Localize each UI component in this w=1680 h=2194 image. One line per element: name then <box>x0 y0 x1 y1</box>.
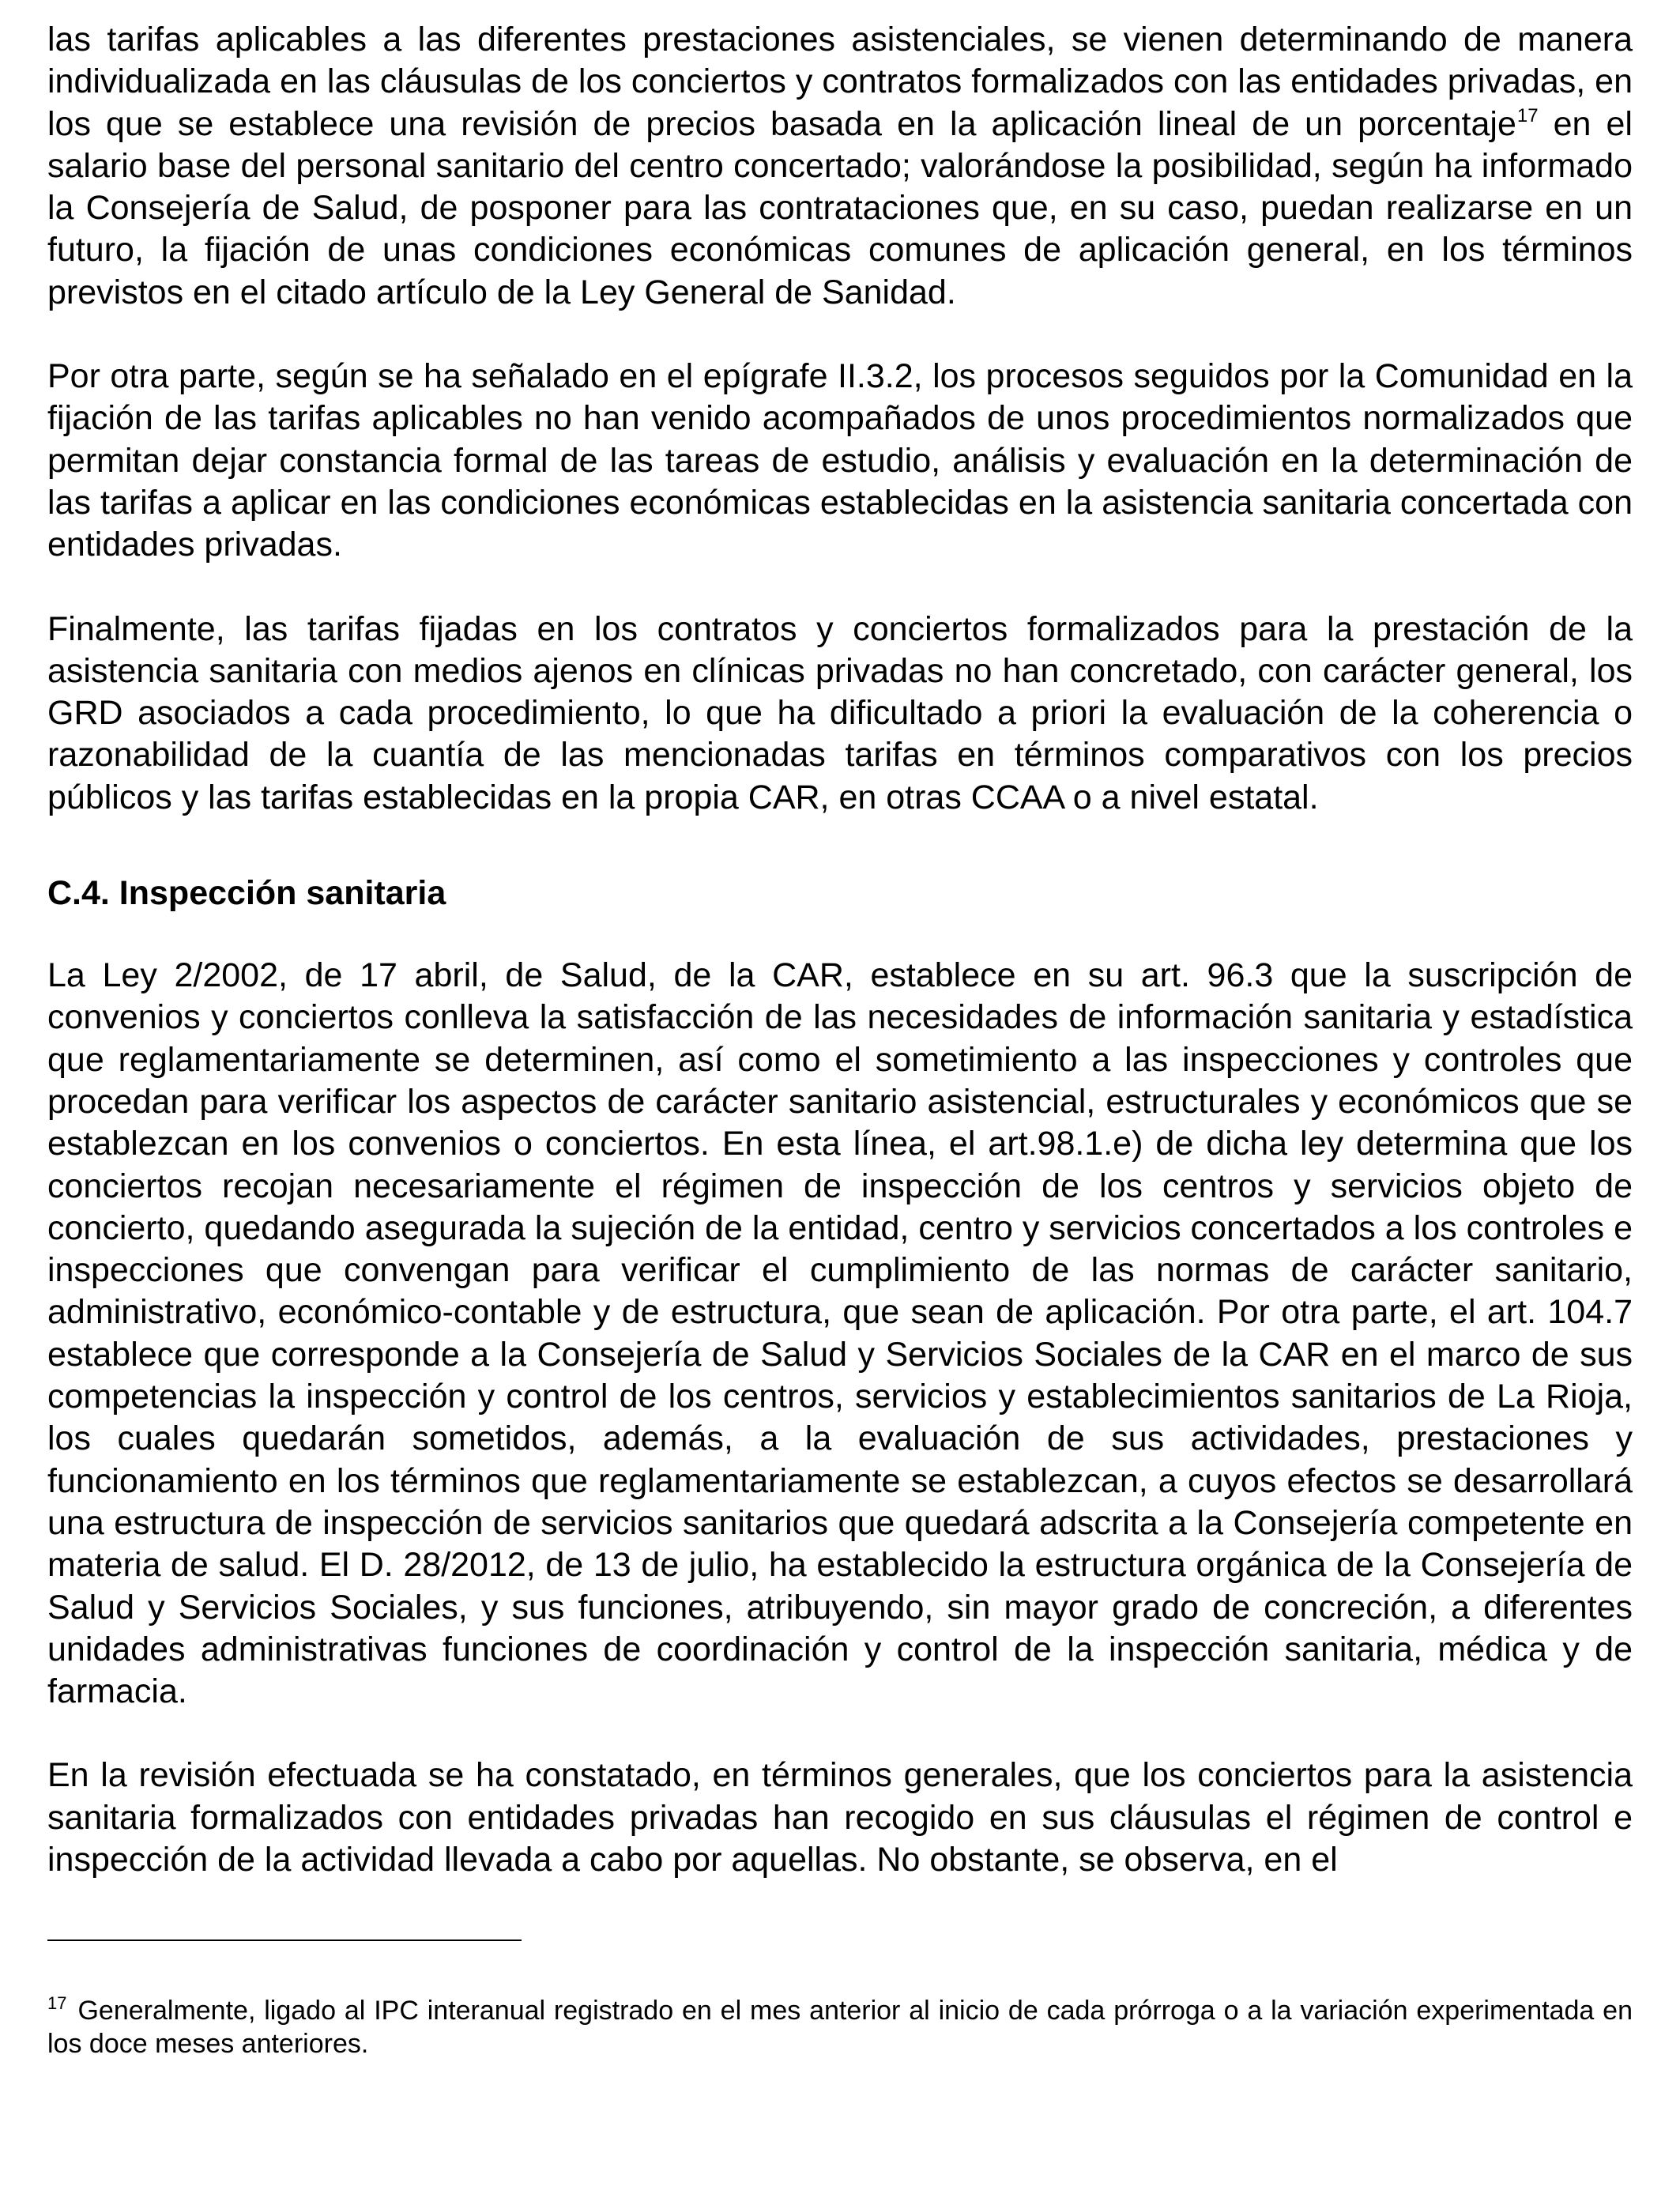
footnote-17 <box>47 1994 1633 2060</box>
footnote-separator <box>47 1940 522 1941</box>
paragraph-tarifas-clausulas <box>47 19 1633 314</box>
paragraph-tarifas-grd: Finalmente, las tarifas fijadas en los contratos y conciertos formalizados para la prestación de la asistencia sanitaria con medios ajenos en clínicas privadas no han concretado, con carácter general, los GRD asociados a cada procedimiento, lo que ha dificultado a priori la evaluación de la coherencia o razonabilidad de la cuantía de las mencionadas tarifas en términos comparativos con los precios públicos y las tarifas establecidas en la propia CAR, en otras CCAA o a nivel estatal. <box>47 609 1633 816</box>
paragraph-1-text-before-ref: las tarifas aplicables a las diferentes prestaciones asistenciales, se vienen determinando de manera individualizada en las cláusulas de los conciertos y contratos formalizados con las entidades privadas, en los que se establece una revisión de precios basada en la aplicación lineal de un porcentaje <box>47 21 1633 143</box>
paragraph-ley-salud-car: La Ley 2/2002, de 17 abril, de Salud, de la CAR, establece en su art. 96.3 que la suscripción de convenios y conciertos conlleva la satisfacción de las necesidades de información sanitaria y estadística que reglamentariamente se determinen, así como el sometimiento a las inspecciones y controles que procedan para verificar los aspectos de carácter sanitario asistencial, estructurales y económicos que se establezcan en los convenios o conciertos. En esta línea, el art.98.1.e) de dicha ley determina que los conciertos recojan necesariamente el régimen de inspección de los centros y servicios objeto de concierto, quedando asegurada la sujeción de la entidad, centro y servicios concertados a los controles e inspecciones que convengan para verificar el cumplimiento de las normas de carácter sanitario, administrativo, económico-contable y de estructura, que sean de aplicación. Por otra parte, el art. 104.7 establece que corresponde a la Consejería de Salud y Servicios Sociales de la CAR en el marco de sus competencias la inspección y control de los centros, servicios y establecimientos sanitarios de La Rioja, los cuales quedarán sometidos, además, a la evaluación de sus actividades, prestaciones y funcionamiento en los términos que reglamentariamente se establezcan, a cuyos efectos se desarrollará una estructura de inspección de servicios sanitarios que quedará adscrita a la Consejería competente en materia de salud. El D. 28/2012, de 13 de julio, ha establecido la estructura orgánica de la Consejería de Salud y Servicios Sociales, y sus funciones, atribuyendo, sin mayor grado de concreción, a diferentes unidades administrativas funciones de coordinación y control de la inspección sanitaria, médica y de farmacia. <box>47 956 1633 1711</box>
paragraph-procesos-tarifas: Por otra parte, según se ha señalado en el epígrafe II.3.2, los procesos seguidos por la Comunidad en la fijación de las tarifas aplicables no han venido acompañados de unos procedimientos normalizados que permitan dejar constancia formal de las tareas de estudio, análisis y evaluación en la determinación de las tarifas a aplicar en las condiciones económicas establecidas en la asistencia sanitaria concertada con entidades privadas. <box>47 357 1633 564</box>
document-page <box>47 19 1633 1881</box>
paragraph-1-text-after-ref: en el salario base del personal sanitario del centro concertado; valorándose la posibilidad, según ha informado la Consejería de Salud, de posponer para las contrataciones que, en su caso, puedan realizarse en un futuro, la fijación de unas condiciones económicas comunes de aplicación general, en los términos previstos en el citado artículo de la Ley General de Sanidad. <box>47 104 1633 311</box>
footnote-text: Generalmente, ligado al IPC interanual registrado en el mes anterior al inicio de cada prórroga o a la variación experimentada en los doce meses anteriores. <box>47 1996 1633 2059</box>
footnote-reference-17: 17 <box>1516 104 1539 126</box>
section-heading-inspeccion-sanitaria: C.4. Inspección sanitaria <box>47 874 446 913</box>
paragraph-revision-efectuada: En la revisión efectuada se ha constatado, en términos generales, que los conciertos para la asistencia sanitaria formalizados con entidades privadas han recogido en sus cláusulas el régimen de control e inspección de la actividad llevada a cabo por aquellas. No obstante, se observa, en el <box>47 1756 1633 1879</box>
footnote-number: 17 <box>47 1993 67 2013</box>
